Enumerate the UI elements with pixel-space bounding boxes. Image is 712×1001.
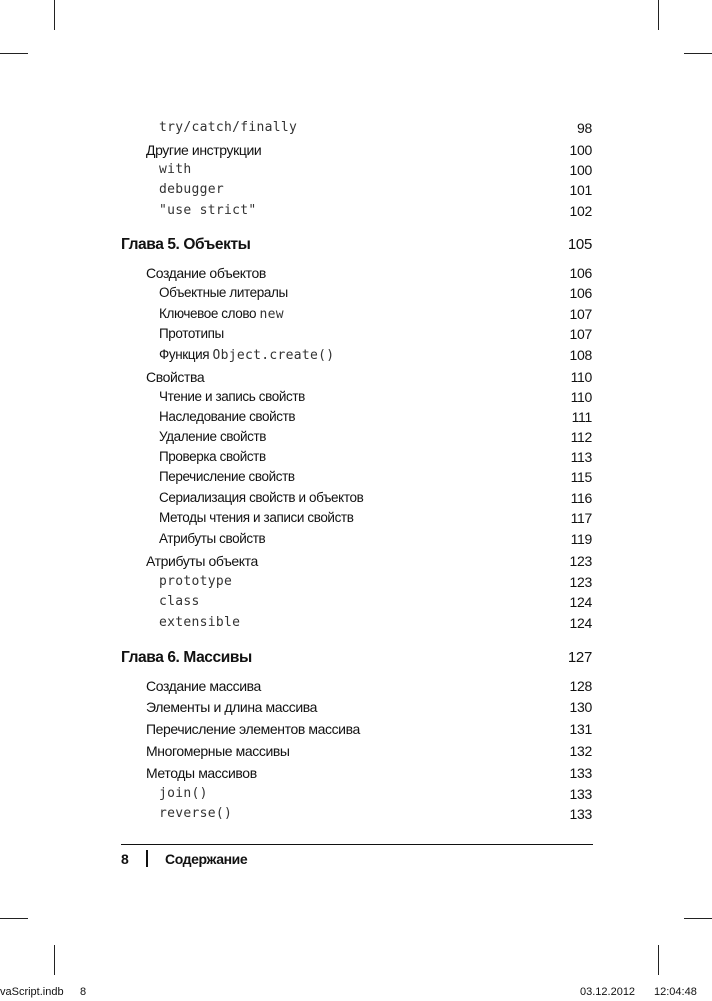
toc-entry-text: Прототипы: [159, 326, 224, 341]
toc-entry[interactable]: [0, 488, 712, 508]
toc-entry-text: with: [159, 162, 192, 177]
toc-entry-page: 101: [569, 182, 592, 198]
toc-entry-page: 110: [570, 389, 592, 405]
toc-entry-title: [146, 763, 257, 783]
toc-entry[interactable]: [0, 367, 712, 387]
toc-entry-title: [121, 235, 251, 255]
toc-entry[interactable]: [0, 324, 712, 344]
toc-entry[interactable]: [0, 572, 712, 592]
toc-entry[interactable]: [0, 592, 712, 612]
toc-entry-title: [159, 804, 232, 824]
toc-entry-title: [159, 488, 363, 508]
toc-entry-title: [121, 648, 252, 668]
toc-entry[interactable]: [0, 676, 712, 696]
toc-entry-text: try/catch/finally: [159, 120, 298, 135]
toc-entry[interactable]: [0, 345, 712, 365]
footer-page-number: 8: [121, 851, 129, 867]
toc-entry-title: [159, 283, 288, 303]
toc-entry-title: [159, 529, 265, 549]
toc-entry-page: 107: [569, 306, 592, 322]
toc-entry-title: [159, 447, 266, 467]
toc-entry-page: 105: [567, 236, 592, 253]
toc-entry-code: new: [259, 307, 284, 322]
toc-entry-page: 106: [569, 265, 592, 281]
toc-entry-text: "use strict": [159, 203, 257, 218]
toc-entry-text: prototype: [159, 574, 233, 589]
toc-entry[interactable]: [0, 160, 712, 180]
toc-entry-title: [159, 118, 297, 138]
toc-entry-page: 133: [569, 765, 592, 781]
toc-entry-title: [146, 140, 261, 160]
slug-file: vaScript.indb: [0, 986, 64, 998]
toc-entry-text: Сериализация свойств и объектов: [159, 490, 364, 505]
toc-entry-page: 124: [569, 615, 592, 631]
toc-entry-title: [159, 160, 192, 180]
toc-entry-text: Создание объектов: [146, 265, 266, 281]
toc-entry-text: Объектные литералы: [159, 285, 288, 300]
slug-page: 8: [80, 986, 87, 998]
toc-entry[interactable]: [0, 201, 712, 221]
toc-entry-page: 133: [569, 806, 592, 822]
toc-entry-text: Чтение и запись свойств: [159, 389, 305, 404]
toc-entry-text: Другие инструкции: [146, 142, 262, 158]
toc-entry[interactable]: [0, 427, 712, 447]
toc-entry[interactable]: [0, 304, 712, 324]
toc-entry[interactable]: [0, 118, 712, 138]
toc-entry[interactable]: [0, 180, 712, 200]
toc-entry-title: [146, 719, 360, 739]
toc-entry-text: Методы массивов: [146, 765, 257, 781]
toc-entry-title: [159, 387, 305, 407]
toc-entry[interactable]: [0, 508, 712, 528]
toc-entry-title: [146, 697, 317, 717]
toc-entry-title: [146, 551, 258, 571]
toc-entry-page: 112: [570, 429, 592, 445]
toc-entry-page: 102: [569, 203, 592, 219]
toc-entry-text: Функция: [159, 347, 213, 362]
toc-entry[interactable]: [0, 263, 712, 283]
toc-entry-title: [159, 304, 284, 325]
toc-chapter[interactable]: [0, 648, 712, 668]
toc-entry-title: [146, 263, 266, 283]
toc-entry-text: Атрибуты объекта: [146, 553, 258, 569]
toc-entry-page: 123: [569, 553, 592, 569]
toc-entry-page: 115: [570, 469, 592, 485]
toc-entry-title: [159, 201, 257, 221]
toc-entry-code: Object.create(): [212, 348, 335, 363]
toc-entry[interactable]: [0, 784, 712, 804]
slug-date: 03.12.2012: [580, 986, 636, 998]
toc-entry-title: [159, 407, 295, 427]
toc-entry[interactable]: [0, 804, 712, 824]
toc-entry-text: Создание массива: [146, 678, 261, 694]
toc-entry-page: 133: [569, 786, 592, 802]
toc-entry-page: 119: [570, 531, 592, 547]
toc-entry-text: Перечисление элементов массива: [146, 721, 360, 737]
toc-entry-title: [159, 613, 240, 633]
slug-time: 12:04:48: [654, 986, 697, 998]
toc-chapter[interactable]: [0, 235, 712, 255]
toc-entry-text: Атрибуты свойств: [159, 531, 266, 546]
toc-entry-title: [159, 427, 266, 447]
toc-entry-title: [146, 676, 261, 696]
toc-entry-page: 108: [569, 347, 592, 363]
toc-entry[interactable]: [0, 387, 712, 407]
toc-entry-text: class: [159, 594, 200, 609]
footer-section-title: Содержание: [165, 851, 248, 867]
toc-entry-text: debugger: [159, 182, 225, 197]
toc-entry-page: 117: [570, 510, 592, 526]
toc-entry-page: 106: [569, 285, 592, 301]
toc-entry-title: [159, 345, 334, 366]
toc-entry-text: Проверка свойств: [159, 449, 266, 464]
toc-entry[interactable]: [0, 697, 712, 717]
toc-entry-text: Ключевое слово: [159, 306, 260, 321]
toc-entry-page: 110: [570, 369, 592, 385]
toc-entry[interactable]: [0, 763, 712, 783]
toc-entry-text: Наследование свойств: [159, 409, 296, 424]
toc-entry[interactable]: [0, 719, 712, 739]
toc-entry-text: Перечисление свойств: [159, 469, 295, 484]
toc-entry-title: [159, 508, 353, 528]
toc-entry-title: [159, 324, 224, 344]
toc-entry-page: 127: [567, 649, 592, 666]
footer-rule: [121, 844, 593, 845]
toc-entry-page: 130: [569, 699, 592, 715]
toc-entry-page: 107: [569, 326, 592, 342]
toc-entry-page: 128: [569, 678, 592, 694]
toc-entry[interactable]: [0, 529, 712, 549]
toc-entry-page: 100: [569, 142, 592, 158]
toc-entry-title: [159, 784, 208, 804]
toc-entry[interactable]: [0, 447, 712, 467]
toc-entry[interactable]: [0, 467, 712, 487]
toc-entry-page: 131: [569, 721, 592, 737]
toc-entry[interactable]: [0, 741, 712, 761]
toc-entry-text: reverse(): [159, 806, 233, 821]
toc-entry-page: 98: [577, 120, 592, 136]
toc-entry-title: [159, 180, 224, 200]
toc-entry-title: [159, 467, 295, 487]
toc-entry-title: [159, 572, 232, 592]
toc-entry-text: Глава 6. Массивы: [121, 649, 252, 666]
toc-entry-page: 100: [569, 162, 592, 178]
toc-entry-page: 124: [569, 594, 592, 610]
toc-entry-title: [146, 367, 204, 387]
toc-entry[interactable]: [0, 613, 712, 633]
toc-entry-page: 111: [571, 409, 592, 425]
toc-entry-text: Глава 5. Объекты: [121, 236, 251, 253]
toc-entry-text: Удаление свойств: [159, 429, 267, 444]
toc-entry-text: Свойства: [146, 369, 205, 385]
toc-entry[interactable]: [0, 283, 712, 303]
toc-entry-title: [159, 592, 200, 612]
toc-entry-page: 113: [570, 449, 592, 465]
toc-entry-page: 132: [569, 743, 592, 759]
toc-entry-page: 116: [570, 490, 592, 506]
toc-entry-page: 123: [569, 574, 592, 590]
toc-entry-title: [146, 741, 290, 761]
toc-entry-text: Многомерные массивы: [146, 743, 290, 759]
toc-entry-text: join(): [159, 786, 208, 801]
toc-entry-text: extensible: [159, 615, 241, 630]
toc-entry-text: Элементы и длина массива: [146, 699, 318, 715]
toc-entry[interactable]: [0, 407, 712, 427]
toc-entry[interactable]: [0, 551, 712, 571]
toc-entry-text: Методы чтения и записи свойств: [159, 510, 354, 525]
toc-entry[interactable]: [0, 140, 712, 160]
footer-divider: [146, 850, 148, 867]
